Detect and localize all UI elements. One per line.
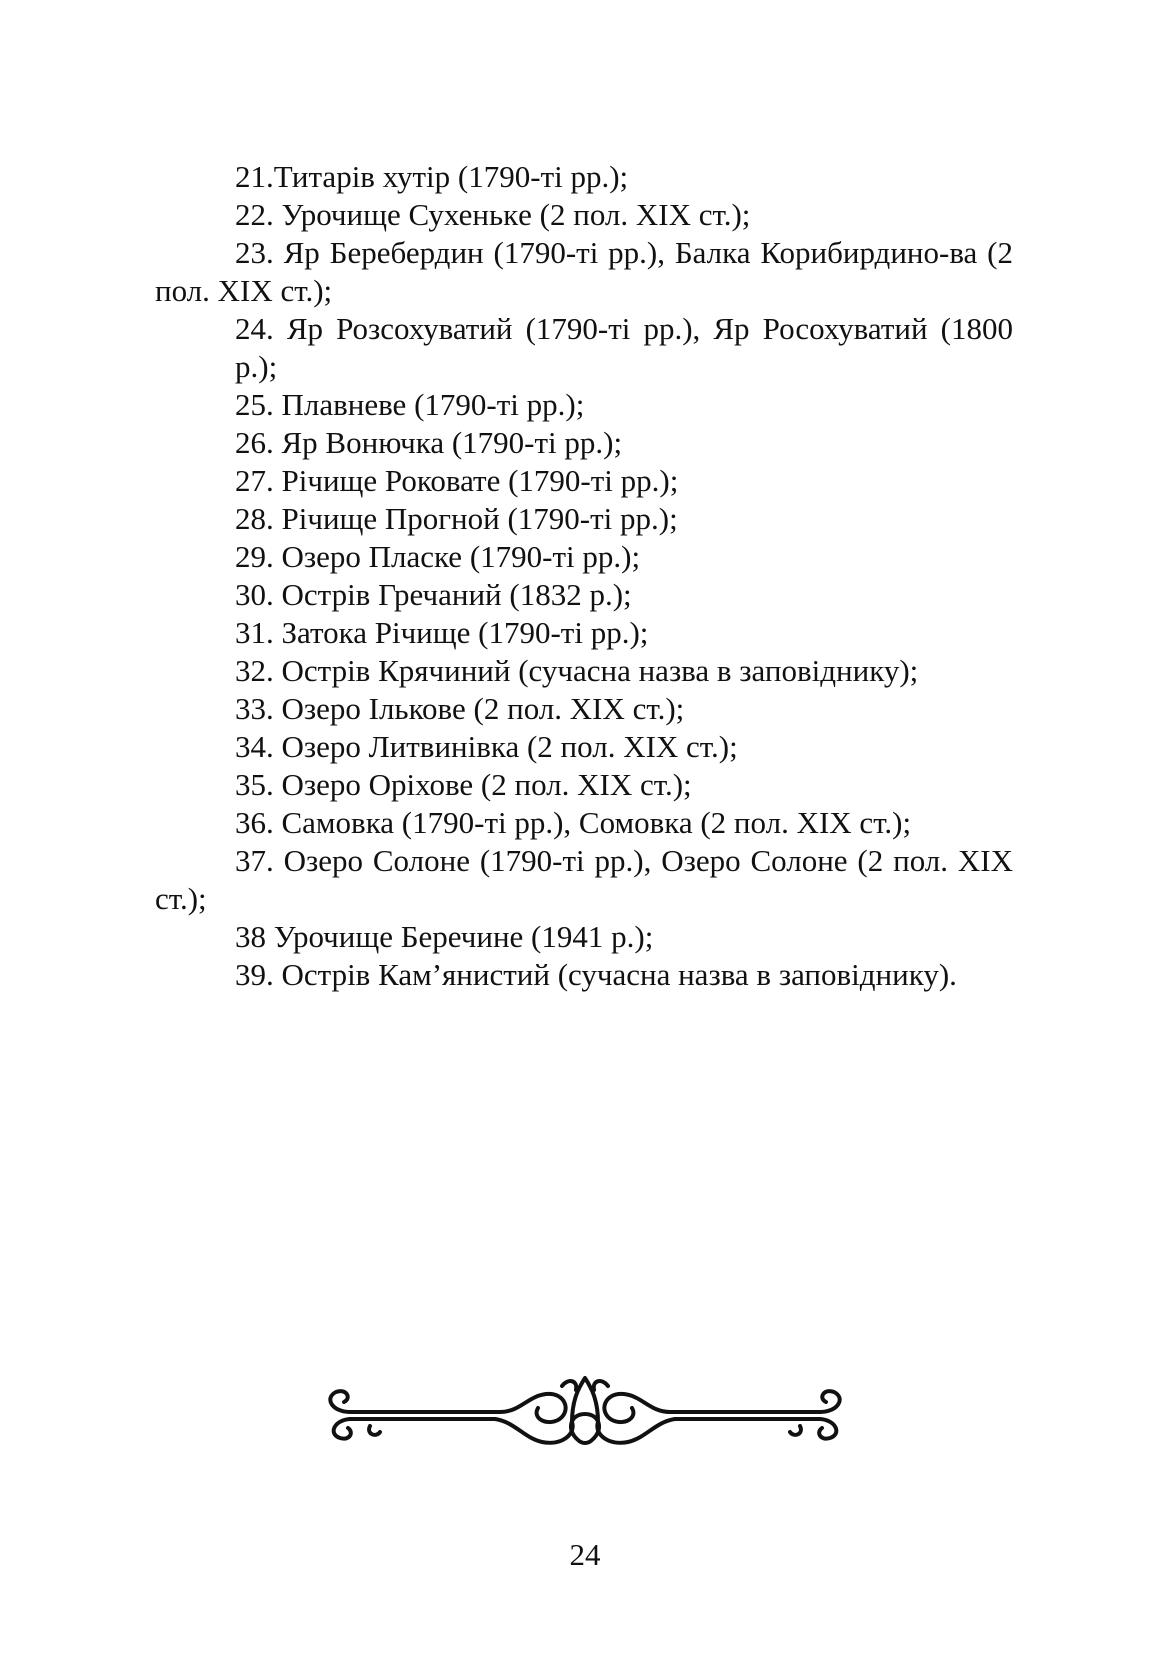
list-item: 27. Річище Роковате (1790-ті рр.); bbox=[235, 463, 679, 498]
list-item: 29. Озеро Пласке (1790-ті рр.); bbox=[235, 539, 641, 574]
list-item: 22. Урочище Сухенькe (2 пол. XIX ст.); bbox=[235, 197, 751, 232]
list-item: 21.Титарів хутір (1790-ті рр.); bbox=[235, 159, 629, 194]
list-item: 24. Яр Розсохуватий (1790-ті рр.), Яр Росохуватий (1800 р.); bbox=[235, 311, 1013, 384]
list-item: 38 Урочище Беречине (1941 р.); bbox=[235, 919, 654, 954]
list-item: 33. Озеро Ількове (2 пол. XIX ст.); bbox=[235, 691, 685, 726]
list-item: 26. Яр Вонючка (1790-ті рр.); bbox=[235, 425, 623, 460]
page-number: 24 bbox=[569, 1537, 601, 1572]
list-item: 30. Острів Гречаний (1832 р.); bbox=[235, 577, 632, 612]
scroll-ornament-icon bbox=[310, 1368, 860, 1460]
list-item: 32. Острів Крячиний (сучасна назва в заповіднику); bbox=[235, 653, 919, 688]
place-name-list bbox=[155, 158, 1013, 994]
list-item: 35. Озеро Оріхове (2 пол. XIX ст.); bbox=[235, 767, 692, 802]
list-item: 34. Озеро Литвинівка (2 пол. XIX ст.); bbox=[235, 729, 738, 764]
list-item: 23. Яр Беребердин (1790-ті рр.), Балка Корибирдино-ва (2 пол. XIX ст.); bbox=[155, 235, 1013, 308]
list-item: 28. Річище Прогной (1790-ті рр.); bbox=[235, 501, 678, 536]
list-item: 25. Плавневе (1790-ті рр.); bbox=[235, 387, 585, 422]
list-item: 31. Затока Річище (1790-ті рр.); bbox=[235, 615, 649, 650]
list-item: 37. Озеро Солоне (1790-ті рр.), Озеро Солоне (2 пол. XIX ст.); bbox=[155, 843, 1013, 916]
list-item: 39. Острів Кам’янистий (сучасна назва в заповіднику). bbox=[235, 957, 957, 992]
list-item: 36. Самовка (1790-ті рр.), Сомовка (2 пол. XIX ст.); bbox=[235, 805, 912, 840]
